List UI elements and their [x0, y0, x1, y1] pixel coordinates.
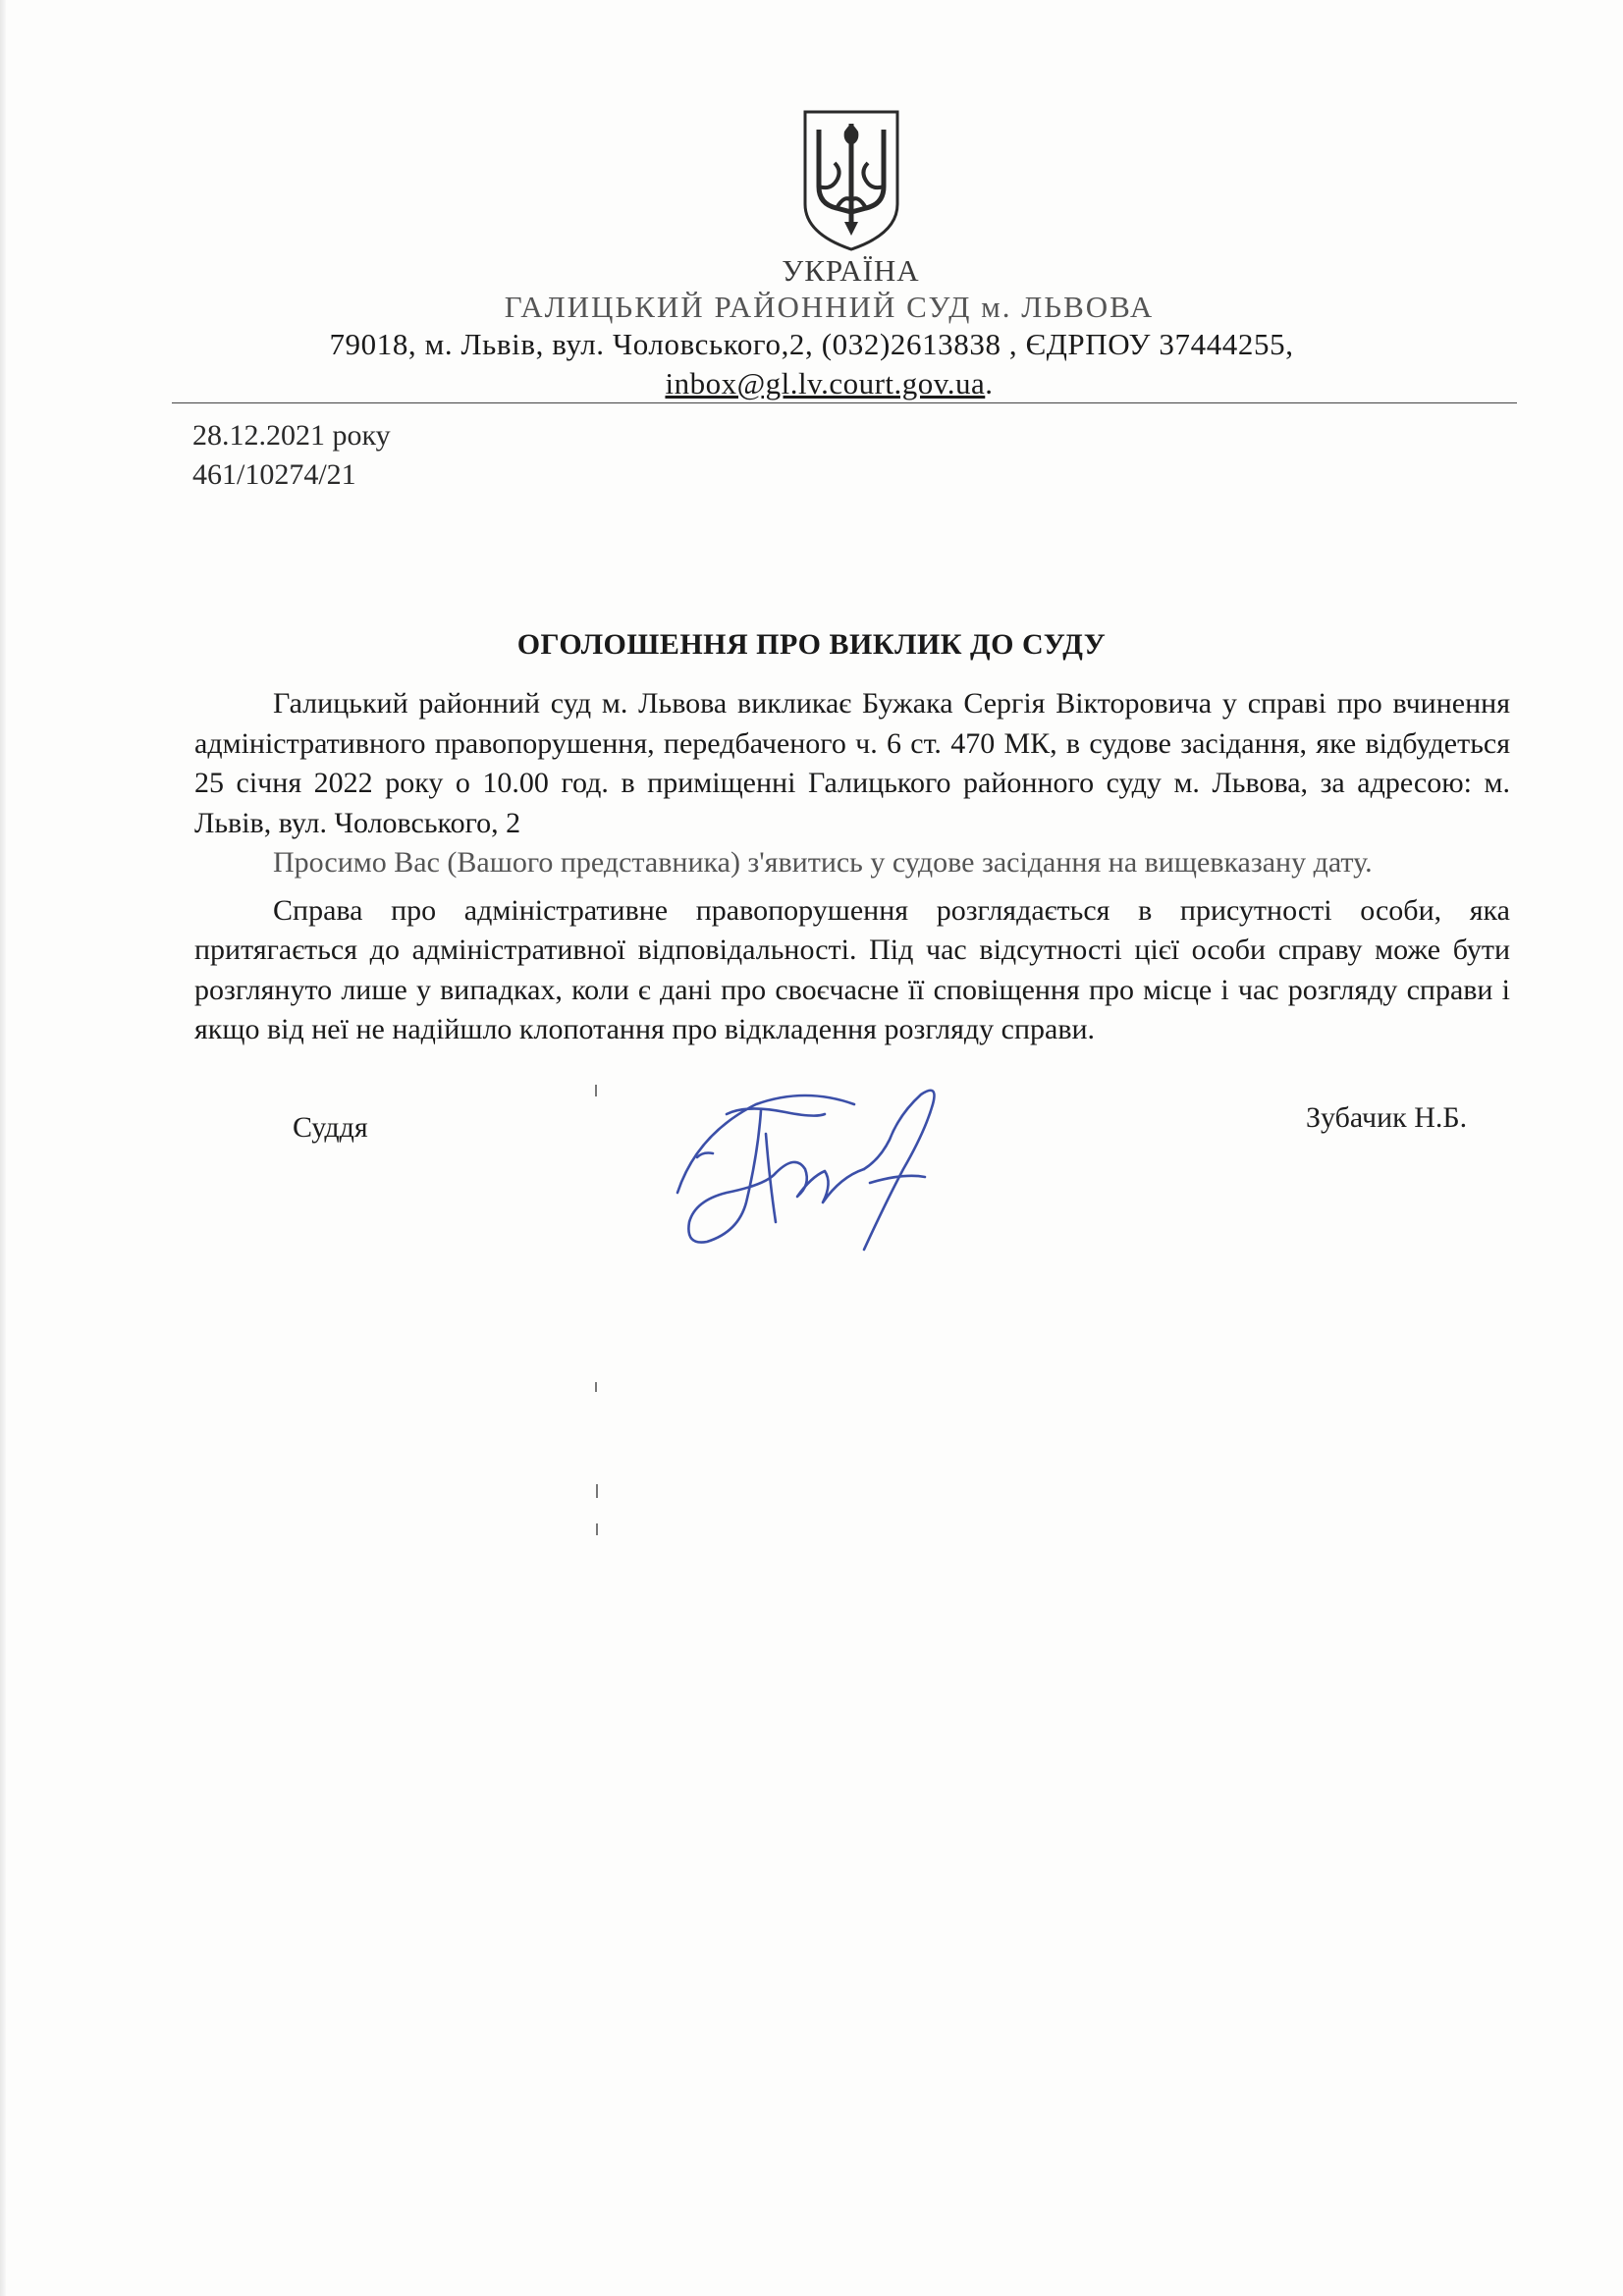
country-heading: УКРАЇНА: [782, 253, 920, 288]
handwritten-signature: [668, 1075, 982, 1261]
scan-speck: [595, 1382, 597, 1392]
case-number: 461/10274/21: [192, 458, 356, 491]
paragraph-summons: Галицький районний суд м. Львова викликає Бужака Сергія Вікторовича у справі про вчинення адміністративного правопорушення, передбаченого ч. 6 ст. 470 МК, в судове засідання, яке відбудеться 25 січня 2022 року о 10.00 год. в приміщенні Галицького районного суду м. Львова, за адресою: м. Львів, вул. Чоловського, 2: [194, 687, 1510, 839]
signatory-role: Суддя: [293, 1111, 368, 1144]
paragraph-request: Просимо Вас (Вашого представника) з'явитись у судове засідання на вищевказану дату.: [273, 846, 1373, 879]
scan-speck: [595, 1085, 597, 1096]
judge-name: Зубачик Н.Б.: [1306, 1101, 1468, 1134]
trident-emblem-icon: [797, 106, 905, 253]
court-name-heading: ГАЛИЦЬКИЙ РАЙОННИЙ СУД м. ЛЬВОВА: [504, 290, 1155, 324]
paragraph-procedure: Справа про адміністративне правопорушення розглядається в присутності особи, яка притягається до адміністративної відповідальності. Під час відсутності цієї особи справу може бути розглянуто лише у випадках, коли є дані про своєчасне її сповіщення про місце і час розгляду справи і якщо від неї не надійшло клопотання про відкладення розгляду справи.: [194, 893, 1510, 1045]
court-address: 79018, м. Львів, вул. Чоловського,2, (032)2613838 , ЄДРПОУ 37444255,: [329, 327, 1294, 361]
document-title: ОГОЛОШЕННЯ ПРО ВИКЛИК ДО СУДУ: [516, 628, 1107, 661]
document-date: 28.12.2021 року: [192, 419, 391, 452]
scan-speck: [596, 1484, 598, 1498]
document-body: [194, 684, 1510, 1050]
court-email-link[interactable]: inbox@gl.lv.court.gov.ua: [665, 366, 986, 400]
header-divider: [172, 402, 1517, 403]
court-email-line: [18, 366, 1623, 401]
scan-speck: [596, 1523, 598, 1535]
court-email-suffix: .: [985, 366, 994, 400]
